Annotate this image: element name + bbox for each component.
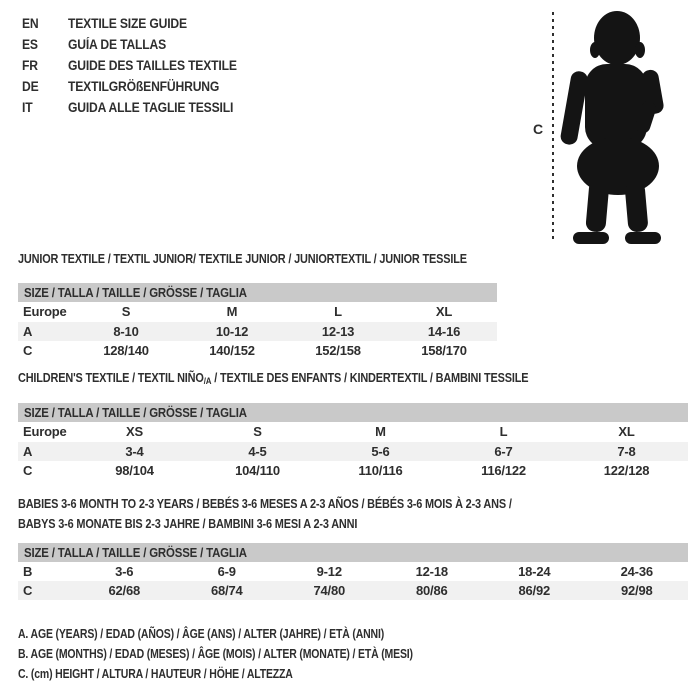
row-label: C [23,583,33,598]
table-cell: 68/74 [210,583,243,598]
footnote-a: A. AGE (YEARS) / EDAD (AÑOS) / ÂGE (ANS) / ALTER (JAHRE) / ETÀ (ANNI) [18,627,385,641]
table-cell: 10-12 [215,324,249,339]
lang-code: DE [22,79,39,94]
lang-code: EN [22,16,39,31]
table-cell: 8-10 [113,324,139,339]
table-cell: 24-36 [620,564,653,579]
lang-code: FR [22,58,38,73]
table-cell: 116/122 [481,463,526,478]
table-row-age [18,442,688,461]
baby-silhouette-icon [555,8,695,244]
row-label: C [23,343,33,358]
table-cell: XS [126,424,143,439]
section-title-junior: JUNIOR TEXTILE / TEXTIL JUNIOR/ TEXTILE JUNIOR / JUNIORTEXTIL / JUNIOR TESSILE [18,251,467,266]
footnotes [18,624,488,684]
table-cell: 140/152 [209,343,255,358]
table-size-header-label: SIZE / TALLA / TAILLE / GRÖSSE / TAGLIA [24,545,247,560]
table-cell: 3-4 [125,444,144,459]
lang-label: GUIDA ALLE TAGLIE TESSILI [68,100,234,115]
table-cell: 12-13 [321,324,355,339]
table-cell: 92/98 [620,583,653,598]
junior-size-table [18,283,497,360]
lang-label: GUÍA DE TALLAS [68,37,167,52]
table-row-months [18,562,688,581]
lang-row-it [22,97,256,118]
table-cell: 74/80 [313,583,346,598]
table-cell: 14-16 [427,324,461,339]
table-cell: XL [618,424,635,439]
lang-row-de [22,76,256,97]
table-cell: 6-9 [217,564,236,579]
title-subscript: /A [203,376,212,387]
table-cell: S [253,424,262,439]
table-cell: 110/116 [358,463,403,478]
row-label: C [23,463,33,478]
title-text: / TEXTILE DES ENFANTS / KINDERTEXTIL / BAMBINI TESSILE [211,370,529,385]
row-label: A [23,324,33,339]
table-cell: M [226,304,238,319]
table-cell: XL [435,304,453,319]
table-cell: 86/92 [518,583,551,598]
table-cell: 122/128 [603,463,650,478]
table-cell: 128/140 [103,343,149,358]
table-cell: L [499,424,508,439]
table-row-height [18,581,688,600]
table-cell: L [334,304,342,319]
table-row-europe [18,422,688,442]
lang-label: TEXTILE SIZE GUIDE [68,16,187,31]
section-title-babies-line1: BABIES 3-6 MONTH TO 2-3 YEARS / BEBÉS 3-6 MESES A 2-3 AÑOS / BÉBÉS 3-6 MOIS À 2-3 ANS / [18,496,512,511]
table-row-europe [18,302,497,322]
footnote-b: B. AGE (MONTHS) / EDAD (MESES) / ÂGE (MOIS) / ALTER (MONATE) / ETÀ (MESI) [18,647,413,661]
table-cell: 9-12 [316,564,342,579]
lang-label: GUIDE DES TAILLES TEXTILE [68,58,237,73]
table-row-age [18,322,497,341]
table-cell: 80/86 [415,583,448,598]
row-label: Europe [23,424,67,439]
table-row-height [18,341,497,360]
row-label: B [23,564,33,579]
figure-height-label: C [532,121,544,137]
table-cell: 18-24 [518,564,551,579]
babies-size-table [18,543,688,600]
footnote-c: C. (cm) HEIGHT / ALTURA / HAUTEUR / HÖHE / ALTEZZA [18,667,293,681]
section-title-babies-line2: BABYS 3-6 MONATE BIS 2-3 JAHRE / BAMBINI 3-6 MESI A 2-3 ANNI [18,516,358,531]
lang-label: TEXTILGRÖßENFÜHRUNG [68,79,220,94]
table-size-header [18,283,497,302]
table-cell: 7-8 [617,444,636,459]
table-cell: 158/170 [421,343,467,358]
lang-row-es [22,34,256,55]
children-size-table [18,403,688,480]
table-cell: 4-5 [248,444,267,459]
table-cell: 3-6 [115,564,134,579]
table-cell: S [121,304,131,319]
lang-code: ES [22,37,38,52]
title-text: CHILDREN'S TEXTILE / TEXTIL NIÑO [18,370,204,385]
table-cell: 98/104 [115,463,154,478]
language-legend [22,13,256,118]
table-cell: 5-6 [371,444,390,459]
table-cell: M [375,424,386,439]
lang-code: IT [22,100,33,115]
height-measure-dotted-line [552,12,554,241]
table-size-header-label: SIZE / TALLA / TAILLE / GRÖSSE / TAGLIA [24,405,247,420]
table-size-header [18,543,688,562]
table-row-height [18,461,688,480]
lang-row-fr [22,55,256,76]
table-cell: 152/158 [315,343,361,358]
row-label: A [23,444,33,459]
table-cell: 104/110 [235,463,280,478]
section-title-children [18,370,528,386]
table-cell: 12-18 [415,564,448,579]
table-size-header [18,403,688,422]
table-cell: 6-7 [494,444,513,459]
lang-row-en [22,13,256,34]
row-label: Europe [23,304,67,319]
table-size-header-label: SIZE / TALLA / TAILLE / GRÖSSE / TAGLIA [24,285,247,300]
table-cell: 62/68 [108,583,141,598]
